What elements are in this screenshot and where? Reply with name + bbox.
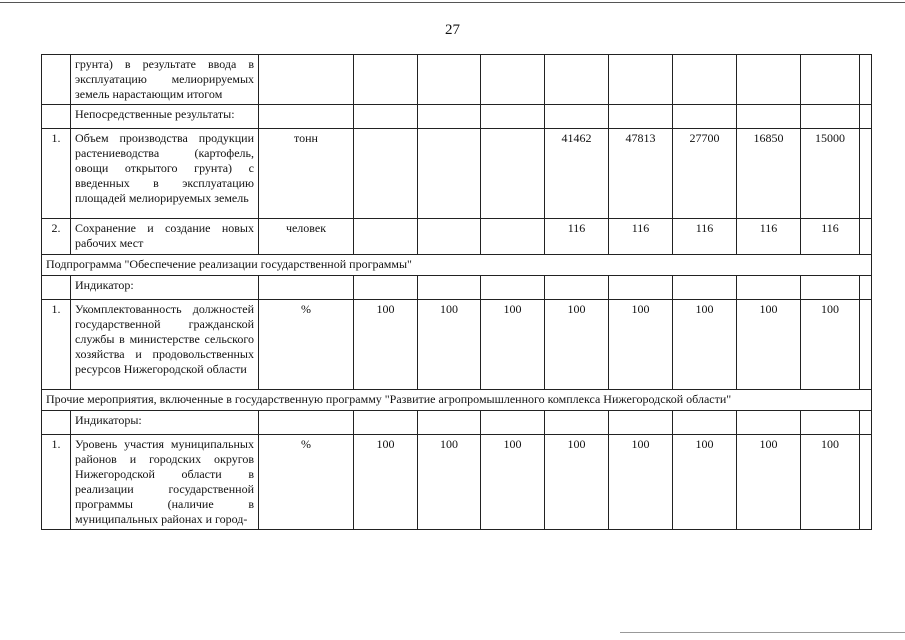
- value-cell: [418, 276, 481, 300]
- section-heading: Прочие мероприятия, включенные в государственную программу "Развитие агропромышленного комплекса Нижегородской области": [42, 390, 872, 411]
- row-label: Непосредственные результаты:: [71, 105, 259, 129]
- indicator-name: Сохранение и создание новых рабочих мест: [71, 219, 259, 255]
- value-cell: [259, 105, 354, 129]
- value-cell: 116: [673, 219, 737, 255]
- value-cell: 100: [418, 300, 481, 390]
- value-cell: [354, 219, 418, 255]
- row-number: 1.: [42, 300, 71, 390]
- value-cell: [354, 276, 418, 300]
- row-number: 1.: [42, 435, 71, 530]
- value-cell: [801, 276, 860, 300]
- table-row: [42, 300, 872, 390]
- value-cell: [418, 129, 481, 219]
- value-cell: [860, 435, 872, 530]
- value-cell: [481, 129, 545, 219]
- value-cell: 100: [801, 435, 860, 530]
- value-cell: [259, 411, 354, 435]
- indicator-name: Укомплектованность должностей государственной гражданской службы в министерстве сельского хозяйства и продовольственных ресурсов Нижегородской области: [71, 300, 259, 390]
- table-row: [42, 129, 872, 219]
- row-number: 2.: [42, 219, 71, 255]
- row-number: [42, 276, 71, 300]
- value-cell: [801, 105, 860, 129]
- value-cell: [354, 129, 418, 219]
- value-cell: [860, 219, 872, 255]
- value-cell: 100: [545, 435, 609, 530]
- unit-cell: человек: [259, 219, 354, 255]
- row-number: 1.: [42, 129, 71, 219]
- value-cell: 16850: [737, 129, 801, 219]
- value-cell: 15000: [801, 129, 860, 219]
- table-row: [42, 411, 872, 435]
- value-cell: [418, 219, 481, 255]
- value-cell: 100: [545, 300, 609, 390]
- value-cell: [545, 105, 609, 129]
- value-cell: 116: [801, 219, 860, 255]
- value-cell: [673, 411, 737, 435]
- table-row: [42, 435, 872, 530]
- value-cell: 27700: [673, 129, 737, 219]
- value-cell: [545, 55, 609, 105]
- value-cell: [737, 276, 801, 300]
- page-number: 27: [445, 22, 460, 38]
- value-cell: 100: [673, 300, 737, 390]
- indicator-name: грунта) в результате ввода в эксплуатацию мелиорируемых земель нарастающим итогом: [71, 55, 259, 105]
- value-cell: [801, 55, 860, 105]
- value-cell: [673, 105, 737, 129]
- value-cell: [673, 55, 737, 105]
- value-cell: 100: [481, 435, 545, 530]
- value-cell: [481, 105, 545, 129]
- value-cell: [418, 105, 481, 129]
- top-rule: [0, 2, 905, 3]
- table-row: [42, 105, 872, 129]
- value-cell: [737, 411, 801, 435]
- value-cell: [354, 55, 418, 105]
- section-heading: Подпрограмма "Обеспечение реализации государственной программы": [42, 255, 872, 276]
- value-cell: [801, 411, 860, 435]
- value-cell: 41462: [545, 129, 609, 219]
- value-cell: [609, 55, 673, 105]
- value-cell: 100: [609, 435, 673, 530]
- value-cell: [481, 411, 545, 435]
- table-row: [42, 55, 872, 105]
- table-row: [42, 390, 872, 411]
- table-row: [42, 255, 872, 276]
- unit-cell: [259, 55, 354, 105]
- bottom-rule: [620, 632, 905, 633]
- value-cell: [354, 411, 418, 435]
- value-cell: [545, 411, 609, 435]
- value-cell: [259, 276, 354, 300]
- row-label: Индикаторы:: [71, 411, 259, 435]
- value-cell: [418, 55, 481, 105]
- value-cell: [418, 411, 481, 435]
- unit-cell: %: [259, 300, 354, 390]
- indicator-name: Уровень участия муниципальных районов и городских округов Нижегородской области в реализации государственной программы (наличие в муниципальных районах и город-: [71, 435, 259, 530]
- row-number: [42, 411, 71, 435]
- value-cell: [545, 276, 609, 300]
- value-cell: 100: [737, 300, 801, 390]
- value-cell: [860, 411, 872, 435]
- value-cell: 116: [609, 219, 673, 255]
- indicator-name: Объем производства продукции растениеводства (картофель, овощи открытого грунта) с введенных в эксплуатацию площадей мелиорируемых земель: [71, 129, 259, 219]
- value-cell: 100: [673, 435, 737, 530]
- value-cell: [737, 105, 801, 129]
- value-cell: [609, 411, 673, 435]
- row-number: [42, 105, 71, 129]
- value-cell: 100: [354, 300, 418, 390]
- value-cell: [673, 276, 737, 300]
- value-cell: [737, 55, 801, 105]
- value-cell: [860, 300, 872, 390]
- value-cell: [609, 276, 673, 300]
- value-cell: [481, 276, 545, 300]
- value-cell: [860, 105, 872, 129]
- value-cell: [481, 219, 545, 255]
- value-cell: 116: [545, 219, 609, 255]
- value-cell: [354, 105, 418, 129]
- value-cell: 100: [418, 435, 481, 530]
- value-cell: 100: [609, 300, 673, 390]
- row-number: [42, 55, 71, 105]
- value-cell: [481, 55, 545, 105]
- value-cell: 100: [737, 435, 801, 530]
- unit-cell: тонн: [259, 129, 354, 219]
- unit-cell: %: [259, 435, 354, 530]
- value-cell: [860, 55, 872, 105]
- value-cell: 116: [737, 219, 801, 255]
- value-cell: 100: [354, 435, 418, 530]
- value-cell: 100: [481, 300, 545, 390]
- table-row: [42, 219, 872, 255]
- value-cell: [609, 105, 673, 129]
- value-cell: [860, 129, 872, 219]
- row-label: Индикатор:: [71, 276, 259, 300]
- value-cell: 100: [801, 300, 860, 390]
- table-row: [42, 276, 872, 300]
- value-cell: [860, 276, 872, 300]
- indicators-table: [41, 54, 872, 530]
- value-cell: 47813: [609, 129, 673, 219]
